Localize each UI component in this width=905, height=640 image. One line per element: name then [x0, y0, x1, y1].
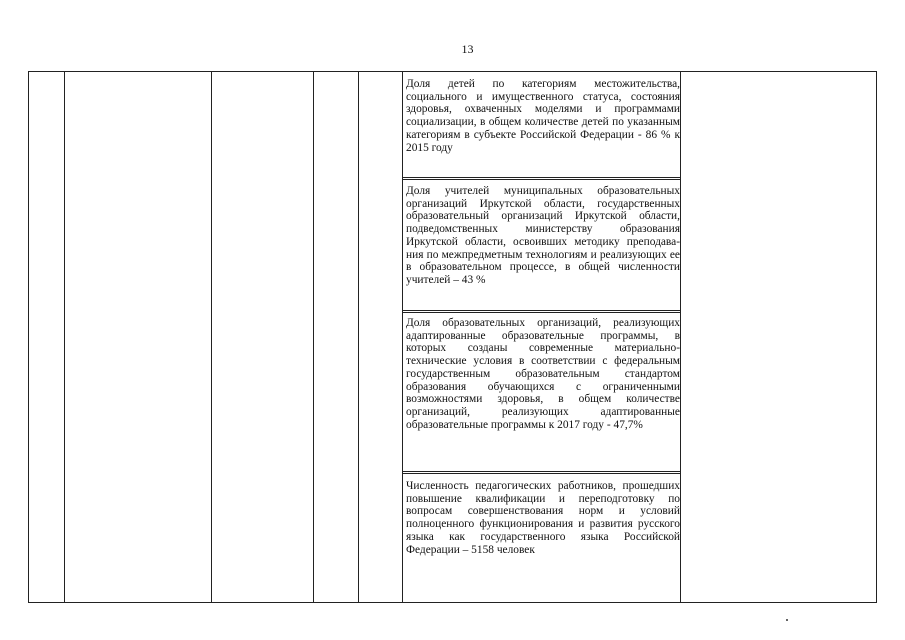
column-divider: [313, 72, 314, 602]
table: [28, 71, 877, 603]
column-divider: [64, 72, 65, 602]
row-divider: [403, 310, 681, 313]
indicator-cell: Доля образовательных организаций, реализующих адаптированные образовательные программы, в которых созданы современные материально-технические условия в соответствии с федеральным государственным образовательным стандартом образования обучающихся с ограниченными возможностями здоровья, в общем количестве организаций, реализующих адаптированные образовательные программы к 2017 году - 47,7%: [406, 317, 680, 431]
page-number: 13: [461, 42, 474, 56]
column-divider: [211, 72, 212, 602]
row-divider: [403, 177, 681, 180]
indicator-cell: Доля детей по категориям местожительства, социального и имущественного статуса, состояния здоровья, охваченных моделями и программами социализации, в общем количестве детей по указанным категориям в субъекте Российской Федерации - 86 % к 2015 году: [406, 78, 680, 154]
row-divider: [403, 471, 681, 474]
indicator-cell: Численность педагогических работников, прошедших повышение квалификации и переподготовку по вопросам совершенствования норм и условий полноценного функционирования и развития русского языка как государственного языка Российской Федерации – 5158 человек: [406, 480, 680, 556]
indicator-cell: Доля учителей муниципальных образовательных организаций Иркутской области, государственных образовательный организаций Иркутской области, подведомственных министерству образования Иркутской области, освоивших методику преподава-ния по межпредметным технологиям и реализующих ее в образовательном процессе, в общей численности учителей – 43 %: [406, 185, 680, 286]
scan-speck: [786, 619, 788, 621]
column-divider: [358, 72, 359, 602]
